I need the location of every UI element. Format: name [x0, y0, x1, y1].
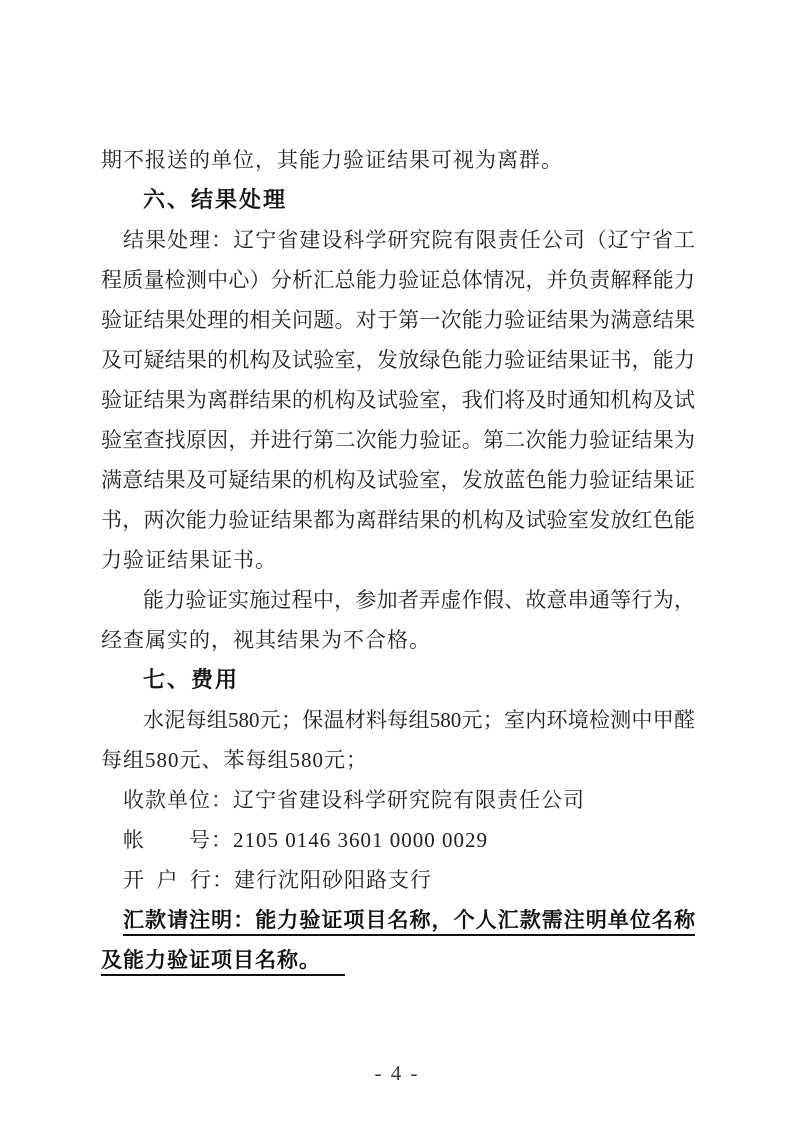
document-line: 水泥每组580元；保温材料每组580元；室内环境检测中甲醛	[143, 708, 695, 732]
document-line: 力验证结果证书。	[101, 548, 277, 572]
section-heading: 六、结果处理	[143, 187, 288, 212]
page-number: - 4 -	[374, 1061, 420, 1085]
document-line: 每组580元、苯每组580元；	[101, 748, 368, 772]
document-line: 能力验证实施过程中，参加者弄虚作假、故意串通等行为，	[143, 588, 695, 612]
document-line: 经查属实的，视其结果为不合格。	[101, 628, 431, 652]
document-line: 收款单位：辽宁省建设科学研究院有限责任公司	[123, 788, 585, 812]
document-line: 期不报送的单位，其能力验证结果可视为离群。	[101, 148, 563, 172]
document-line: 验室查找原因，并进行第二次能力验证。第二次能力验证结果为	[101, 428, 695, 452]
document-line: 书，两次能力验证结果都为离群结果的机构及试验室发放红色能	[101, 508, 695, 532]
document-line: 满意结果及可疑结果的机构及试验室，发放蓝色能力验证结果证	[101, 468, 695, 492]
document-line: 验证结果为离群结果的机构及试验室，我们将及时通知机构及试	[101, 388, 695, 412]
document-line: 验证结果处理的相关问题。对于第一次能力验证结果为满意结果	[101, 308, 695, 332]
underlined-text: 及能力验证项目名称。	[101, 948, 345, 976]
document-line: 结果处理：辽宁省建设科学研究院有限责任公司（辽宁省工	[123, 228, 695, 252]
document-line: 帐 号：2105 0146 3601 0000 0029	[123, 828, 488, 852]
document-line: 程质量检测中心）分析汇总能力验证总体情况，并负责解释能力	[101, 268, 695, 292]
document-body	[101, 140, 695, 980]
document-line: 开 户 行：建行沈阳砂阳路支行	[123, 868, 432, 892]
document-line	[101, 900, 695, 940]
document-line	[101, 940, 695, 980]
underlined-text: 汇款请注明：能力验证项目名称，个人汇款需注明单位名称	[123, 908, 695, 936]
section-heading: 七、费用	[143, 667, 240, 692]
document-line: 及可疑结果的机构及试验室，发放绿色能力验证结果证书，能力	[101, 348, 695, 372]
